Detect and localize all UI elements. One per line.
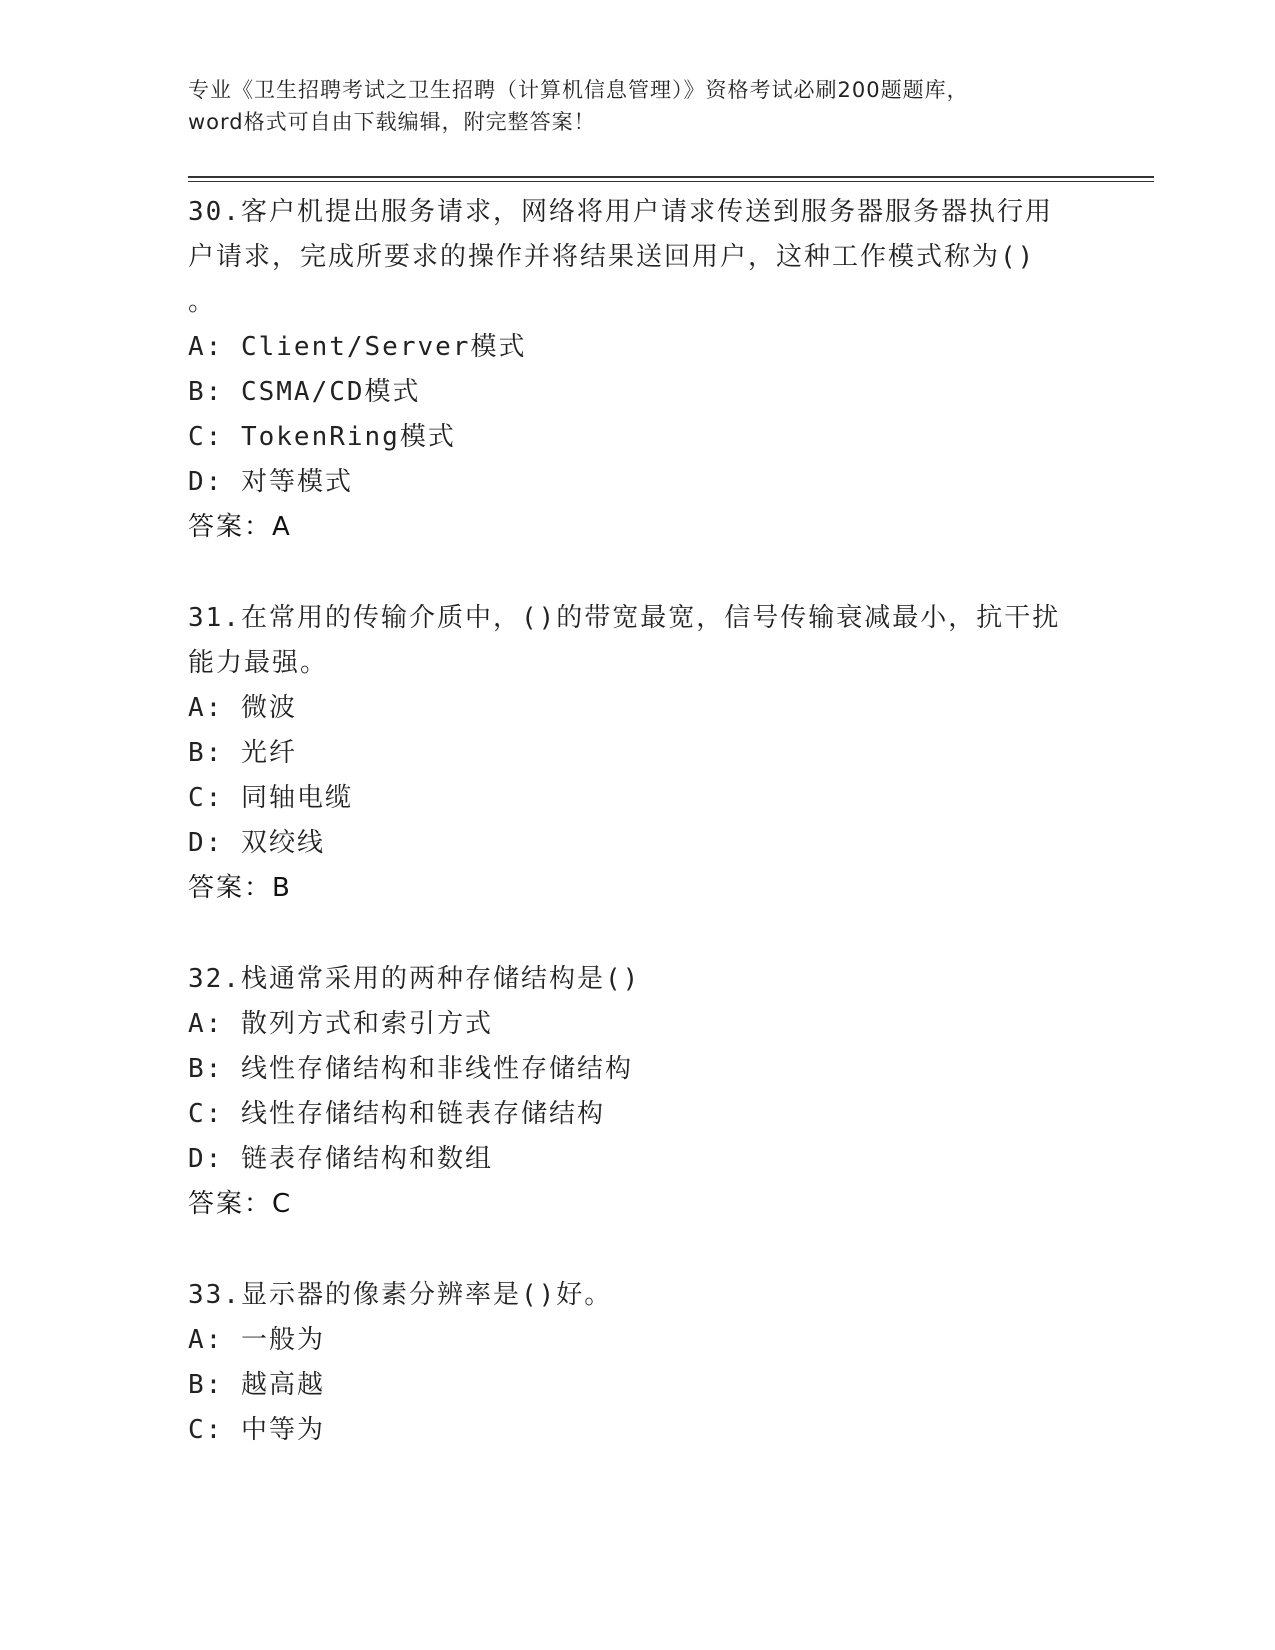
answer-label: 答案：C	[188, 1189, 293, 1219]
option-a: A: 散列方式和索引方式	[188, 1009, 493, 1039]
question-31	[188, 596, 1088, 911]
header-line-1: 专业《卫生招聘考试之卫生招聘（计算机信息管理）》资格考试必刷200题题库，	[188, 78, 969, 102]
question-stem-line: 31.在常用的传输介质中，()的带宽最宽，信号传输衰减最小，抗干扰	[188, 603, 1061, 633]
question-stem-line: 户请求，完成所要求的操作并将结果送回用户，这种工作模式称为()	[188, 242, 1036, 272]
question-33	[188, 1273, 1088, 1453]
question-stem-line: 。	[188, 287, 217, 317]
question-stem-line: 33.显示器的像素分辨率是()好。	[188, 1280, 613, 1310]
question-stem-line: 32.栈通常采用的两种存储结构是()	[188, 964, 641, 994]
question-32	[188, 957, 1088, 1227]
question-stem-line: 30.客户机提出服务请求，网络将用户请求传送到服务器服务器执行用	[188, 197, 1053, 227]
option-a: A: 微波	[188, 693, 297, 723]
option-a: A: Client/Server模式	[188, 332, 527, 362]
header-divider-thick	[188, 176, 1154, 178]
option-c: C: TokenRing模式	[188, 422, 456, 452]
header-divider-thin	[188, 181, 1154, 182]
answer-label: 答案：B	[188, 873, 292, 903]
option-b: B: CSMA/CD模式	[188, 377, 421, 407]
answer-label: 答案：A	[188, 512, 292, 542]
option-b: B: 越高越	[188, 1370, 325, 1400]
document-header	[188, 74, 1088, 138]
option-a: A: 一般为	[188, 1325, 325, 1355]
header-line-2: word格式可自由下载编辑，附完整答案！	[188, 110, 596, 134]
option-d: D: 链表存储结构和数组	[188, 1144, 493, 1174]
option-c: C: 同轴电缆	[188, 783, 353, 813]
option-d: D: 双绞线	[188, 828, 325, 858]
question-stem-line: 能力最强。	[188, 648, 329, 678]
option-b: B: 光纤	[188, 738, 297, 768]
option-c: C: 中等为	[188, 1415, 325, 1445]
question-30	[188, 190, 1088, 550]
option-b: B: 线性存储结构和非线性存储结构	[188, 1054, 633, 1084]
option-c: C: 线性存储结构和链表存储结构	[188, 1099, 605, 1129]
option-d: D: 对等模式	[188, 467, 353, 497]
question-list	[188, 190, 1088, 1499]
